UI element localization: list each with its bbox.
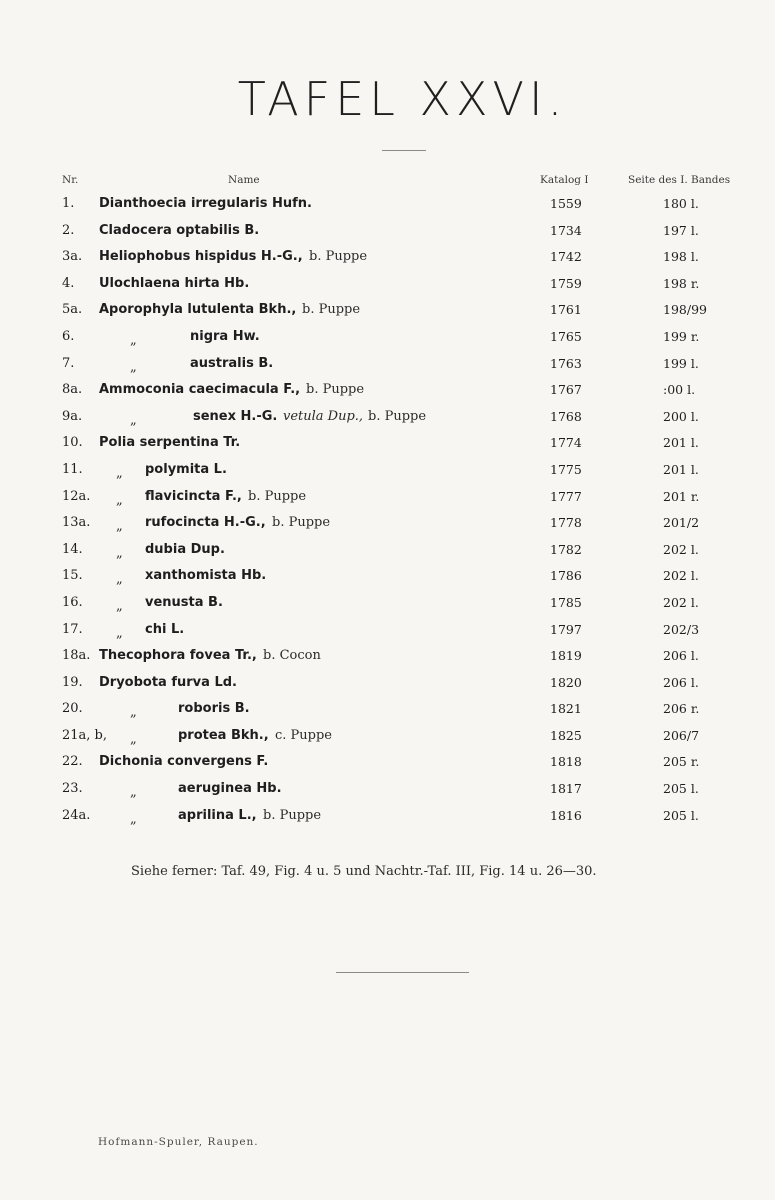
stage-note: b. Puppe bbox=[368, 408, 427, 424]
katalog-number: 1825 bbox=[550, 727, 582, 743]
table-row bbox=[0, 405, 775, 432]
species-name: chi L. bbox=[145, 621, 185, 637]
header-seite: Seite des I. Bandes bbox=[628, 174, 731, 186]
table-row bbox=[0, 298, 775, 325]
katalog-number: 1818 bbox=[550, 754, 582, 770]
table-row bbox=[0, 485, 775, 512]
katalog-number: 1777 bbox=[550, 488, 582, 504]
table-row bbox=[0, 697, 775, 724]
katalog-number: 1734 bbox=[550, 222, 582, 238]
page-reference: 206 l. bbox=[663, 674, 699, 690]
page-reference: 198 l. bbox=[663, 249, 699, 265]
row-number: 3a. bbox=[62, 249, 83, 265]
row-number: 24a. bbox=[62, 807, 91, 823]
table-row bbox=[0, 511, 775, 538]
species-name: roboris B. bbox=[178, 701, 250, 717]
page-reference: :00 l. bbox=[663, 382, 696, 398]
ditto-mark: „ bbox=[116, 519, 123, 535]
species-name: rufocincta H.-G., bbox=[145, 515, 266, 531]
page-reference: 205 l. bbox=[663, 807, 699, 823]
table-row bbox=[0, 192, 775, 219]
row-number: 9a. bbox=[62, 408, 83, 424]
species-name: polymita L. bbox=[145, 461, 227, 477]
row-number: 23. bbox=[62, 781, 83, 797]
species-name: nigra Hw. bbox=[190, 328, 260, 344]
page-reference: 199 r. bbox=[663, 328, 700, 344]
row-number: 17. bbox=[62, 621, 83, 637]
page-reference: 205 r. bbox=[663, 754, 700, 770]
table-row bbox=[0, 538, 775, 565]
page-reference: 205 l. bbox=[663, 781, 699, 797]
row-number: 22. bbox=[62, 754, 83, 770]
table-row bbox=[0, 431, 775, 458]
species-name: Ulochlaena hirta Hb. bbox=[99, 275, 250, 291]
species-name: aprilina L., bbox=[178, 807, 257, 823]
stage-note: b. Puppe bbox=[263, 807, 322, 823]
species-name: Heliophobus hispidus H.-G., bbox=[99, 249, 303, 265]
katalog-number: 1782 bbox=[550, 541, 582, 557]
page-reference: 197 l. bbox=[663, 222, 699, 238]
katalog-number: 1742 bbox=[550, 249, 582, 265]
row-number: 8a. bbox=[62, 382, 83, 398]
katalog-number: 1559 bbox=[550, 196, 582, 211]
row-number: 7. bbox=[62, 355, 75, 371]
page-reference: 206/7 bbox=[663, 727, 700, 743]
ditto-mark: „ bbox=[116, 625, 123, 641]
ditto-mark: „ bbox=[116, 572, 123, 588]
species-name: aeruginea Hb. bbox=[178, 781, 282, 797]
row-number: 18a. bbox=[62, 648, 91, 664]
species-table bbox=[0, 192, 775, 830]
ditto-mark: „ bbox=[130, 811, 137, 827]
row-number: 15. bbox=[62, 568, 83, 584]
header-name: Name bbox=[228, 174, 260, 186]
page-reference: 201 l. bbox=[663, 461, 699, 477]
species-name: protea Bkh., bbox=[178, 727, 269, 743]
page-reference: 202 l. bbox=[663, 568, 699, 584]
table-row bbox=[0, 777, 775, 804]
katalog-number: 1761 bbox=[550, 302, 582, 318]
table-row bbox=[0, 378, 775, 405]
species-name: Aporophyla lutulenta Bkh., bbox=[99, 302, 297, 318]
species-name: venusta B. bbox=[145, 594, 223, 610]
species-name: senex H.-G. bbox=[193, 408, 278, 424]
stage-note: b. Puppe bbox=[272, 515, 331, 531]
page-title: TAFEL XXVI. bbox=[237, 72, 568, 126]
page-reference: 198/99 bbox=[663, 302, 707, 318]
row-number: 11. bbox=[62, 461, 83, 477]
table-row bbox=[0, 804, 775, 831]
row-number: 12a. bbox=[62, 488, 91, 504]
table-row bbox=[0, 219, 775, 246]
ditto-mark: „ bbox=[116, 545, 123, 561]
stage-note: b. Cocon bbox=[263, 648, 321, 664]
row-number: 1. bbox=[62, 196, 75, 211]
row-number: 21a, b, bbox=[62, 727, 108, 743]
katalog-number: 1821 bbox=[550, 701, 582, 717]
page-reference: 200 l. bbox=[663, 408, 699, 424]
katalog-number: 1759 bbox=[550, 275, 582, 291]
row-number: 19. bbox=[62, 674, 83, 690]
ditto-mark: „ bbox=[130, 731, 137, 747]
species-name: Dichonia convergens F. bbox=[99, 754, 269, 770]
stage-note: b. Puppe bbox=[302, 302, 361, 318]
ditto-mark: „ bbox=[116, 492, 123, 508]
ditto-mark: „ bbox=[130, 359, 137, 375]
page-reference: 202/3 bbox=[663, 621, 700, 637]
katalog-number: 1817 bbox=[550, 781, 582, 797]
table-row bbox=[0, 671, 775, 698]
page-reference: 201 l. bbox=[663, 435, 699, 451]
table-row bbox=[0, 724, 775, 751]
page-reference: 199 l. bbox=[663, 355, 699, 371]
title-divider bbox=[382, 150, 426, 151]
row-number: 20. bbox=[62, 701, 83, 717]
katalog-number: 1775 bbox=[550, 461, 582, 477]
species-name: Dryobota furva Ld. bbox=[99, 674, 237, 690]
ditto-mark: „ bbox=[116, 465, 123, 481]
ditto-mark: „ bbox=[130, 705, 137, 721]
row-number: 13a. bbox=[62, 515, 91, 531]
header-nr: Nr. bbox=[62, 174, 79, 186]
bottom-divider bbox=[336, 972, 469, 973]
stage-note: b. Puppe bbox=[248, 488, 307, 504]
ditto-mark: „ bbox=[130, 332, 137, 348]
ditto-mark: „ bbox=[116, 598, 123, 614]
page-reference: 206 r. bbox=[663, 701, 700, 717]
row-number: 6. bbox=[62, 328, 75, 344]
katalog-number: 1763 bbox=[550, 355, 582, 371]
katalog-number: 1767 bbox=[550, 382, 582, 398]
table-row bbox=[0, 245, 775, 272]
table-row bbox=[0, 750, 775, 777]
katalog-number: 1786 bbox=[550, 568, 582, 584]
row-number: 5a. bbox=[62, 302, 83, 318]
row-number: 16. bbox=[62, 594, 83, 610]
katalog-number: 1797 bbox=[550, 621, 582, 637]
species-name: Polia serpentina Tr. bbox=[99, 435, 241, 451]
species-name: flavicincta F., bbox=[145, 488, 242, 504]
katalog-number: 1765 bbox=[550, 328, 582, 344]
table-row bbox=[0, 644, 775, 671]
page-reference: 202 l. bbox=[663, 541, 699, 557]
row-number: 14. bbox=[62, 541, 83, 557]
page-reference: 198 r. bbox=[663, 275, 700, 291]
page-reference: 201/2 bbox=[663, 515, 700, 531]
stage-note: b. Puppe bbox=[306, 382, 365, 398]
page-reference: 206 l. bbox=[663, 648, 699, 664]
row-number: 2. bbox=[62, 222, 75, 238]
stage-note: c. Puppe bbox=[275, 727, 333, 743]
species-name: xanthomista Hb. bbox=[145, 568, 267, 584]
header-katalog: Katalog I bbox=[540, 174, 589, 186]
species-name: dubia Dup. bbox=[145, 541, 225, 557]
katalog-number: 1819 bbox=[550, 648, 582, 664]
katalog-number: 1785 bbox=[550, 594, 582, 610]
page-reference: 201 r. bbox=[663, 488, 700, 504]
katalog-number: 1778 bbox=[550, 515, 582, 531]
katalog-number: 1774 bbox=[550, 435, 582, 451]
footnote: Siehe ferner: Taf. 49, Fig. 4 u. 5 und Nachtr.-Taf. III, Fig. 14 u. 26—30. bbox=[131, 864, 597, 879]
katalog-number: 1768 bbox=[550, 408, 582, 424]
ditto-mark: „ bbox=[130, 785, 137, 801]
species-name: Dianthoecia irregularis Hufn. bbox=[99, 196, 312, 211]
table-row bbox=[0, 352, 775, 379]
row-number: 4. bbox=[62, 275, 75, 291]
table-row bbox=[0, 272, 775, 299]
ditto-mark: „ bbox=[130, 412, 137, 428]
table-row bbox=[0, 618, 775, 645]
katalog-number: 1816 bbox=[550, 807, 582, 823]
table-row bbox=[0, 591, 775, 618]
species-name: Ammoconia caecimacula F., bbox=[99, 382, 301, 398]
row-number: 10. bbox=[62, 435, 83, 451]
table-row bbox=[0, 325, 775, 352]
page-reference: 180 l. bbox=[663, 196, 699, 211]
page-reference: 202 l. bbox=[663, 594, 699, 610]
species-name: Cladocera optabilis B. bbox=[99, 222, 260, 238]
table-row bbox=[0, 458, 775, 485]
species-name: australis B. bbox=[190, 355, 274, 371]
table-row bbox=[0, 564, 775, 591]
synonym: vetula Dup., bbox=[283, 408, 364, 424]
imprint: Hofmann-Spuler, Raupen. bbox=[98, 1136, 259, 1148]
stage-note: b. Puppe bbox=[309, 249, 368, 265]
species-name: Thecophora fovea Tr., bbox=[99, 648, 257, 664]
katalog-number: 1820 bbox=[550, 674, 582, 690]
